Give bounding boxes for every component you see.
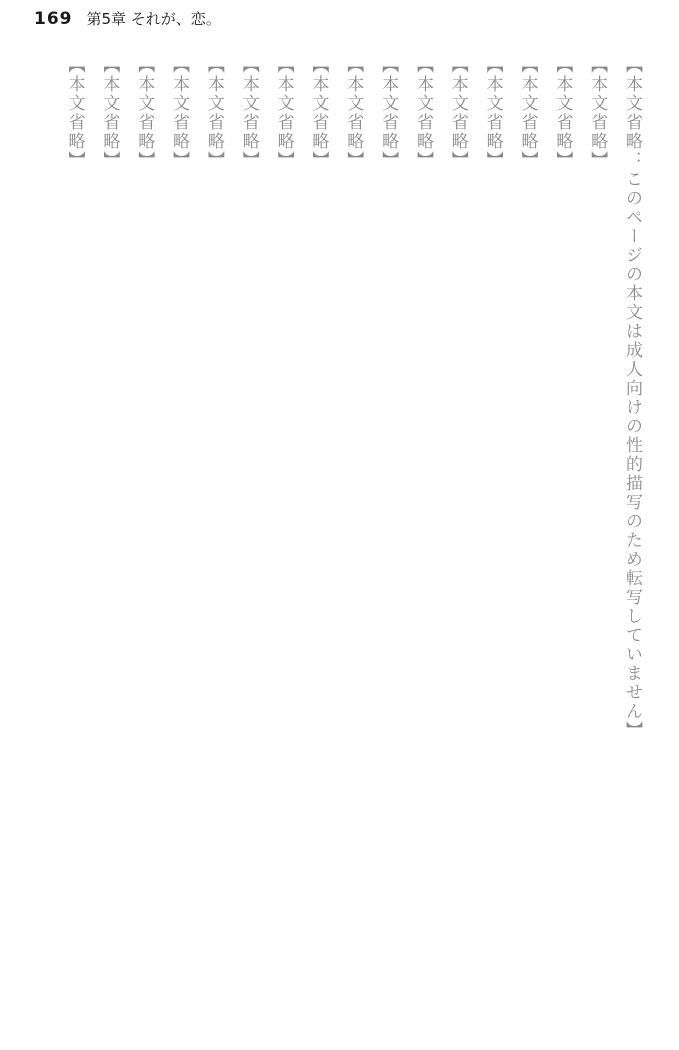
body-text-line-placeholder: 【本文省略】 [482, 56, 503, 170]
body-text-line-placeholder: 【本文省略】 [238, 56, 259, 170]
body-text-line-placeholder: 【本文省略】 [203, 56, 224, 170]
body-text-columns [57, 56, 615, 1034]
page-header [34, 8, 221, 29]
body-text-line-placeholder: 【本文省略】 [308, 56, 329, 170]
chapter-title: 第5章 それが、恋。 [86, 10, 221, 28]
body-text-line-placeholder: 【本文省略】 [169, 56, 190, 170]
body-text-line-placeholder: 【本文省略】 [552, 56, 573, 170]
body-text-line-placeholder: 【本文省略】 [64, 56, 85, 170]
body-text-line-placeholder: 【本文省略】 [587, 56, 608, 170]
body-text-line-placeholder: 【本文省略】 [412, 56, 433, 170]
body-text-area [30, 56, 649, 1034]
body-text-line-placeholder: 【本文省略】 [447, 56, 468, 170]
body-text-line-placeholder: 【本文省略】 [273, 56, 294, 170]
page-number: 169 [34, 9, 73, 29]
body-text-line-placeholder: 【本文省略】 [99, 56, 120, 170]
body-text-line-placeholder: 【本文省略】 [517, 56, 538, 170]
body-text-line-placeholder: 【本文省略】 [378, 56, 399, 170]
redaction-note: 【本文省略：このページの本文は成人向けの性的描写のため転写していません】 [622, 56, 642, 740]
body-text-line-placeholder: 【本文省略】 [343, 56, 364, 170]
body-text-line-placeholder: 【本文省略】 [134, 56, 155, 170]
